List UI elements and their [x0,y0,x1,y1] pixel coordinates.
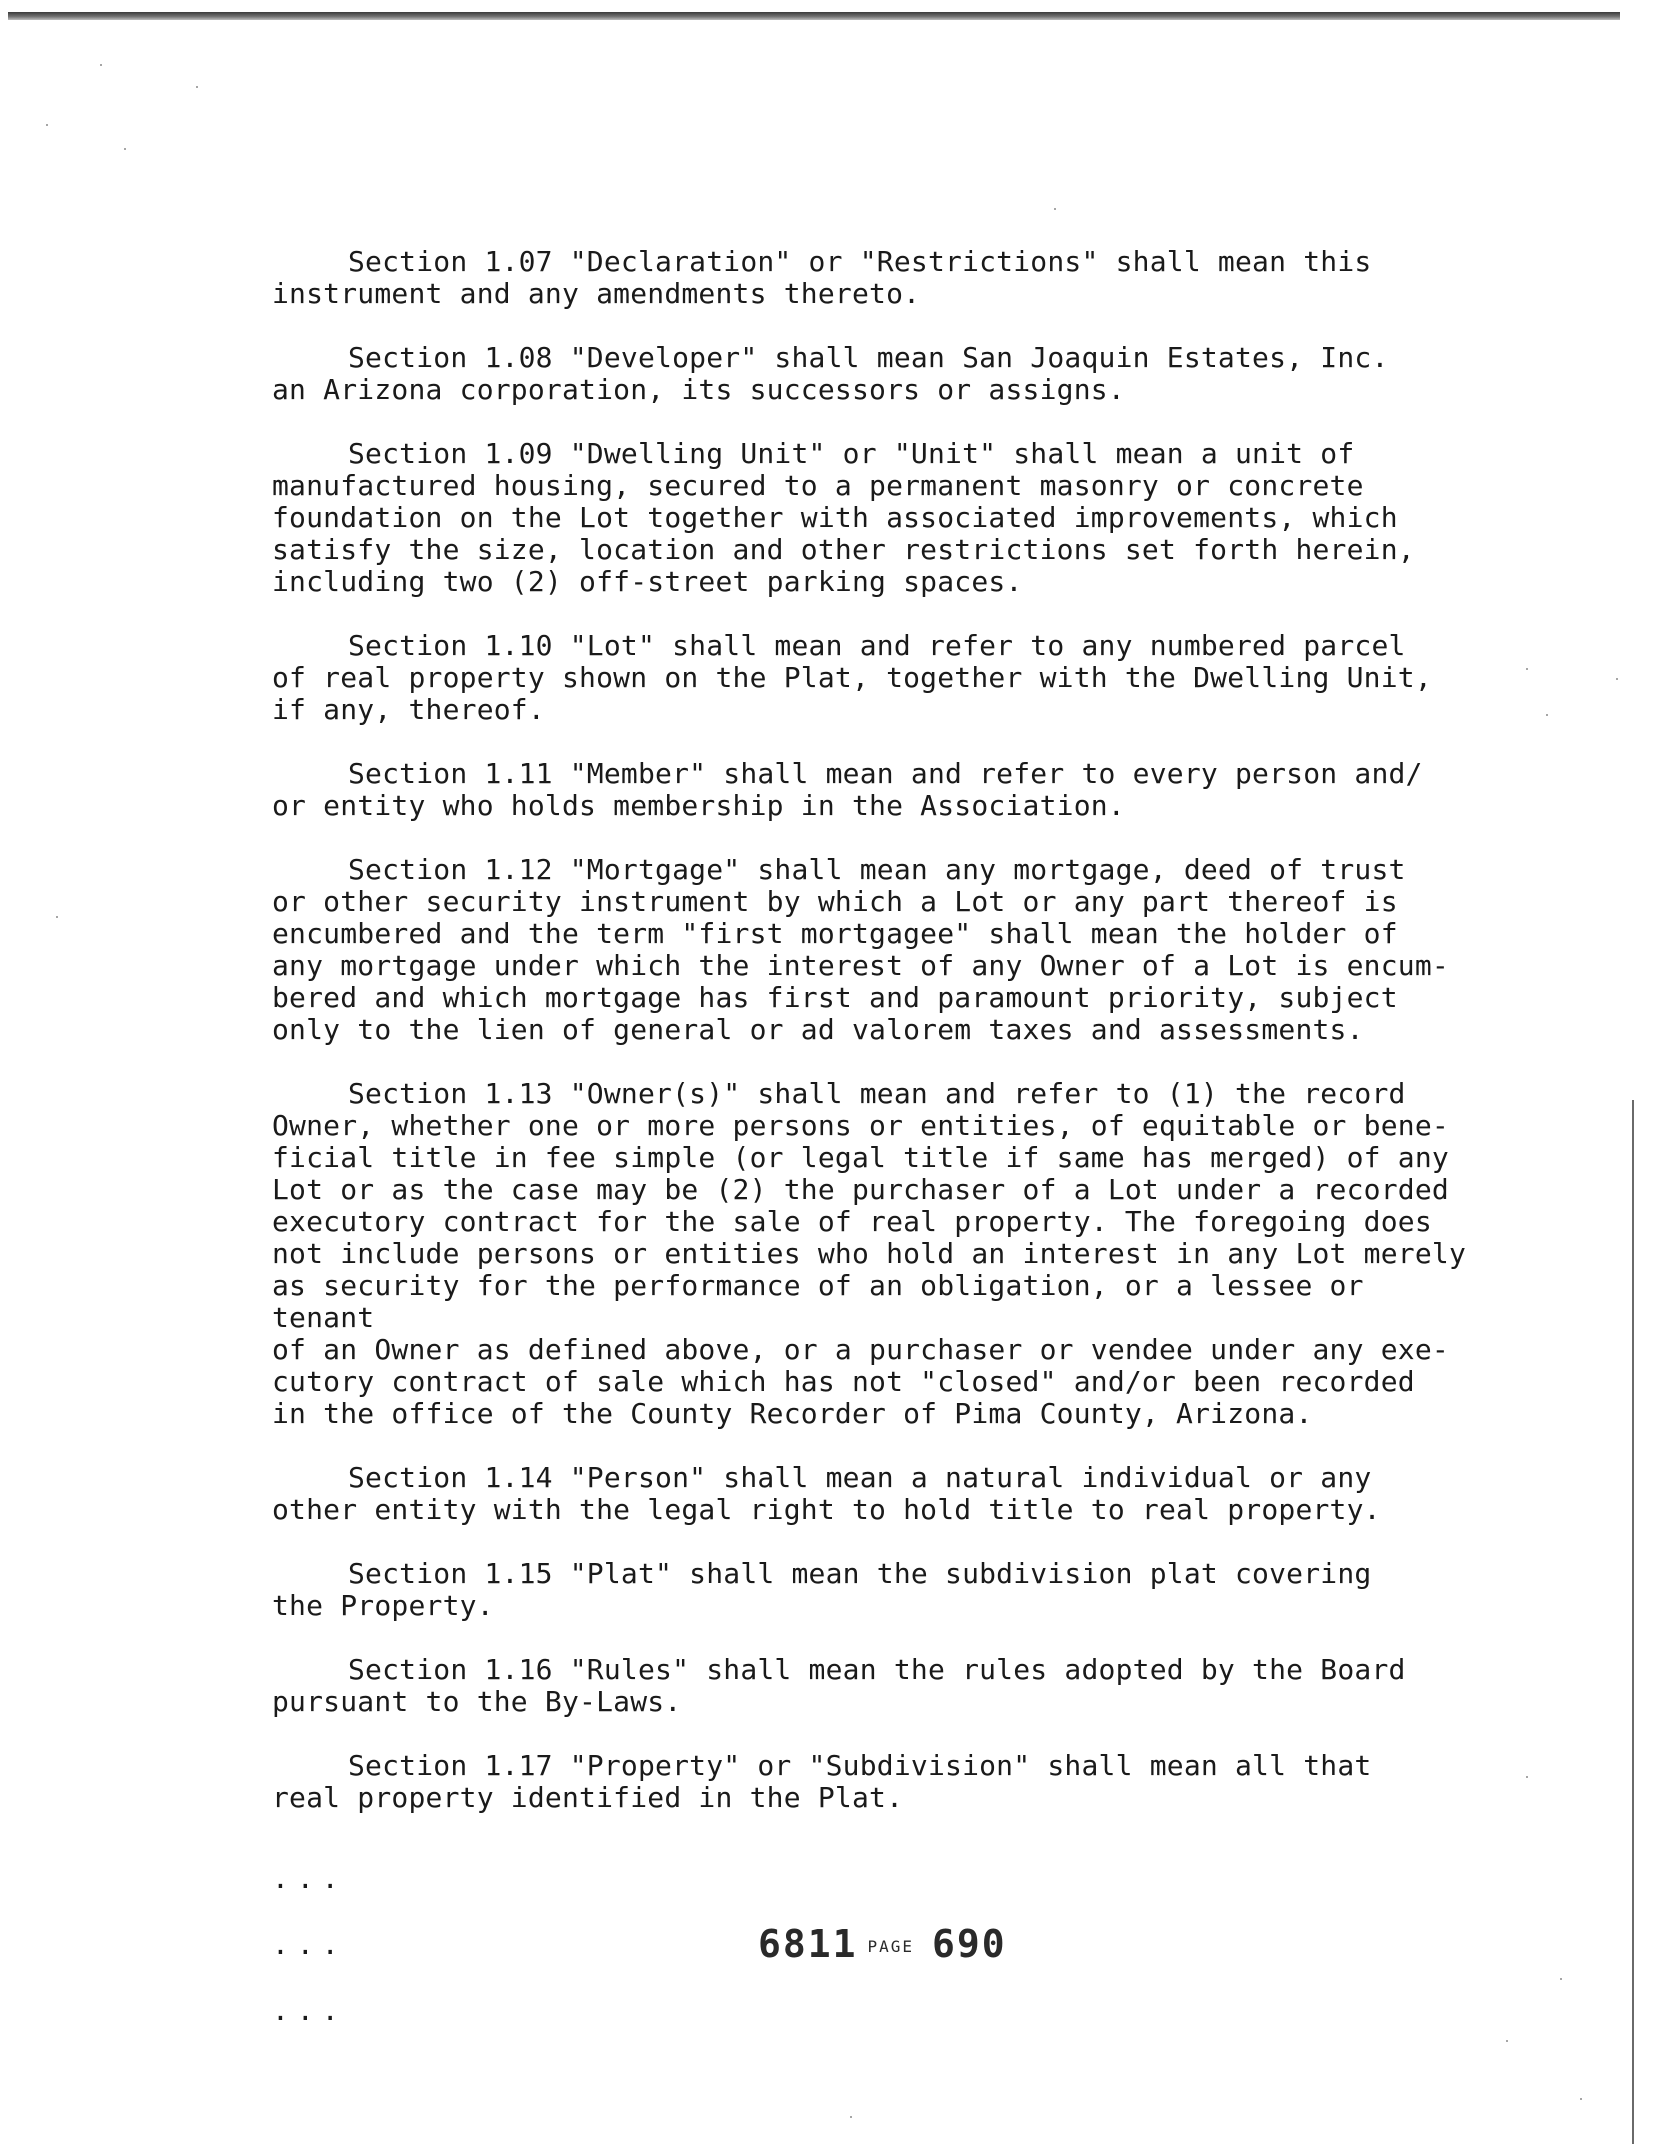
section-1-11: Section 1.11 "Member" shall mean and refer to every person and/ or entity who holds membership in the Association. [272,757,1423,822]
scan-speck [1546,714,1548,716]
document-body [272,246,1472,1846]
page-number: 690 [932,1922,1007,1966]
scan-speck [1054,208,1056,210]
scan-speck [1506,2040,1508,2042]
section-1-15: Section 1.15 "Plat" shall mean the subdivision plat covering the Property. [272,1557,1372,1622]
scan-speck [100,64,102,66]
scan-speck [196,86,198,88]
recording-stamp [758,1922,1007,1966]
section-1-12: Section 1.12 "Mortgage" shall mean any mortgage, deed of trust or other security instrument by which a Lot or any part thereof is encumbered and the term "first mortgagee" shall mean the holder of any mortgage under which the interest of any Owner of a Lot is encum- bered and which mortgage has first and paramount priority, subject only to the lien of general or ad valorem taxes and assessments. [272,853,1449,1046]
section-1-07: Section 1.07 "Declaration" or "Restrictions" shall mean this instrument and any amendments thereto. [272,245,1372,310]
continuation-mark: ... [272,1928,347,1961]
section-1-13: Section 1.13 "Owner(s)" shall mean and refer to (1) the record Owner, whether one or more persons or entities, of equitable or bene- ficial title in fee simple (or legal title if same has merged) of any Lot or as the case may be (2) the purchaser of a Lot under a recorded executory contract for the sale of real property. The foregoing does not include persons or entities who hold an interest in any Lot merely as security for the performance of an obligation, or a lessee or tenant of an Owner as defined above, or a purchaser or vendee under any exe- cutory contract of sale which has not "closed" and/or been recorded in the office of the County Recorder of Pima County, Arizona. [272,1077,1467,1430]
scan-speck [56,916,58,918]
scan-speck [1526,1776,1528,1778]
page-label: PAGE [867,1937,915,1956]
scan-speck [1560,1978,1562,1980]
scan-speck [46,124,48,126]
section-1-08: Section 1.08 "Developer" shall mean San Joaquin Estates, Inc. an Arizona corporation, its successors or assigns. [272,341,1389,406]
docket-number: 6811 [758,1922,858,1966]
section-1-16: Section 1.16 "Rules" shall mean the rules adopted by the Board pursuant to the By-Laws. [272,1653,1406,1718]
section-1-17: Section 1.17 "Property" or "Subdivision" shall mean all that real property identified in the Plat. [272,1749,1372,1814]
scan-speck [1580,2098,1582,2100]
continuation-mark: ... [272,1994,347,2027]
scan-speck [124,148,126,150]
scan-speck [1526,668,1528,670]
scan-speck [850,2116,852,2118]
section-1-14: Section 1.14 "Person" shall mean a natural individual or any other entity with the legal right to hold title to real property. [272,1461,1381,1526]
scan-speck [1616,678,1618,680]
top-scan-border [8,12,1620,20]
right-scan-border [1632,1100,1634,2144]
section-1-10: Section 1.10 "Lot" shall mean and refer to any numbered parcel of real property shown on the Plat, together with the Dwelling Unit, if any, thereof. [272,629,1432,726]
continuation-mark: ... [272,1862,347,1895]
section-1-09: Section 1.09 "Dwelling Unit" or "Unit" shall mean a unit of manufactured housing, secured to a permanent masonry or concrete foundation on the Lot together with associated improvements, which satisfy the size, location and other restrictions set forth herein, including two (2) off-street parking spaces. [272,437,1415,598]
